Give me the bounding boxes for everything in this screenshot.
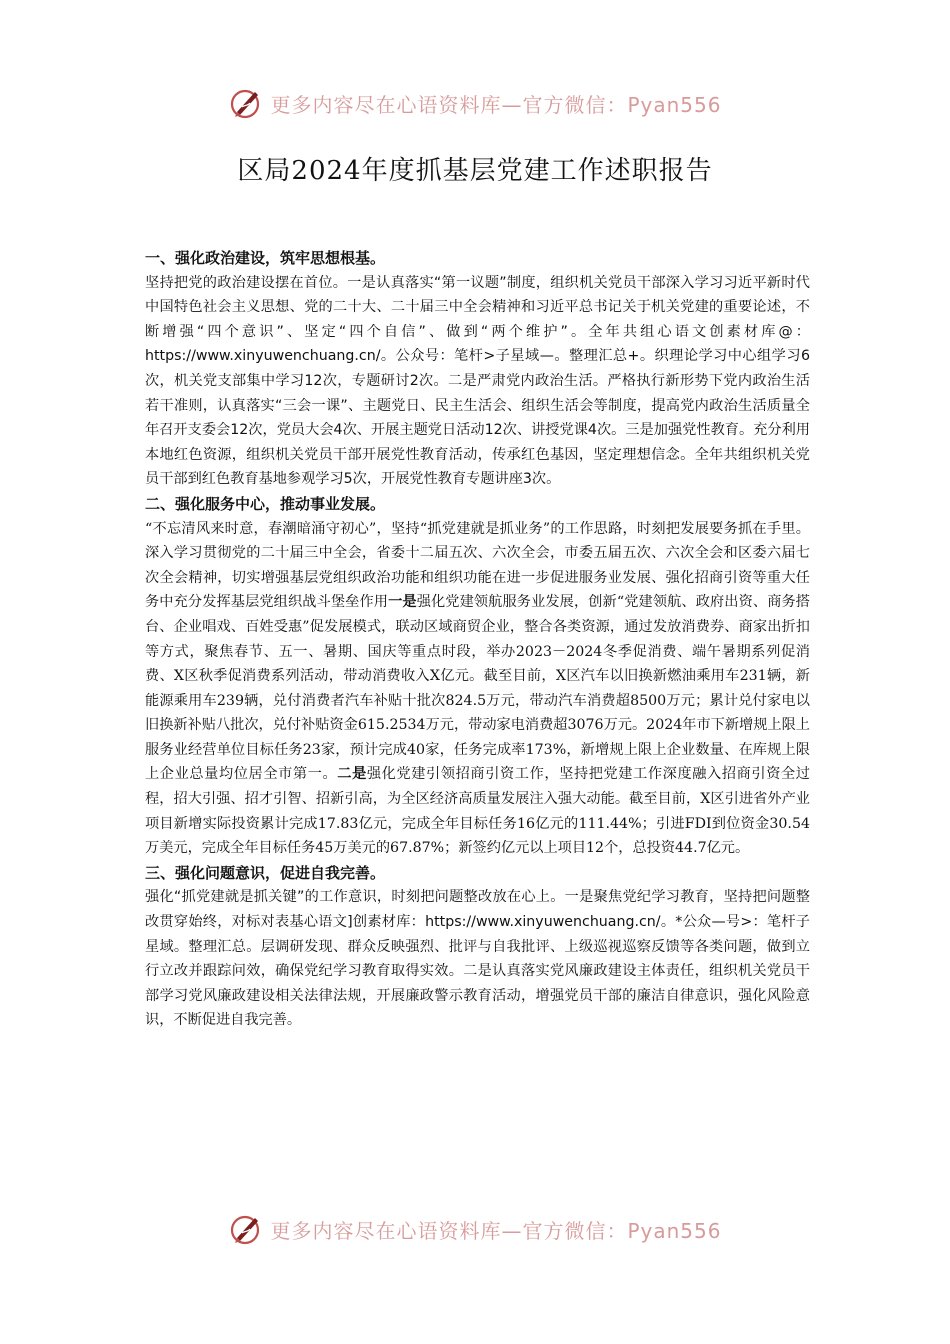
watermark-text: 更多内容尽在心语资料库—官方微信：Pyan556 — [270, 92, 722, 117]
section-body-1: 坚持把党的政治建设摆在首位。一是认真落实“第一议题”制度，组织机关党员干部深入学习习近平新时代中国特色社会主义思想、党的二十大、二十届三中全会精神和习近平总书记关于机关党建的重要论述，不断增强“四个意识”、坚定“四个自信”、做到“两个维护”。全年共组心语文创素材库@：https://www.xinyuwenchuang.cn/。公众号：笔杆>子星域—。整理汇总+。织理论学习中心组学习6次，机关党支部集中学习12次，专题研讨2次。二是严肃党内政治生活。严格执行新形势下党内政治生活若干准则，认真落实“三会一课”、主题党日、民主生活会、组织生活会等制度，提高党内政治生活质量全年召开支委会12次，党员大会4次、开展主题党日活动12次、讲授党课4次。三是加强党性教育。充分利用本地红色资源，组织机关党员干部开展党性教育活动，传承红色基因，坚定理想信念。全年共组织机关党员干部到红色教育基地参观学习5次，开展党性教育专题讲座3次。 — [145, 274, 810, 488]
section-body-2 — [145, 517, 810, 861]
document-title: 区局2024年度抓基层党建工作述职报告 — [237, 156, 713, 186]
item-marker-2: 二是 — [337, 766, 367, 783]
section-heading-3: 三、强化问题意识，促进自我完善。 — [145, 863, 386, 882]
watermark-banner-bottom — [0, 1209, 950, 1249]
section-heading-2: 二、强化服务中心，推动事业发展。 — [145, 494, 386, 513]
section-body-2-part-1: 强化党建领航服务业发展，创新“党建领航、政府出资、商务搭台、企业唱戏、百姓受惠”促发展模式，联动区域商贸企业，整合各类资源，通过发放消费券、商家出折扣等方式，聚焦春节、五一、暑期、国庆等重点时段，举办2023－2024冬季促消费、端午暑期系列促消费、X区秋季促消费系列活动，带动消费收入X亿元。截至目前，X区汽车以旧换新燃油乘用车231辆，新能源乘用车239辆，兑付消费者汽车补贴十批次824.5万元，带动汽车消费超8500万元；累计兑付家电以旧换新补贴八批次，兑付补贴资金615.2534万元，带动家电消费超3076万元。2024年市下新增规上限上服务业经营单位目标任务23家，预计完成40家，任务完成率173%，新增规上限上企业数量、在库规上限上企业总量均位居全市第一。 — [145, 594, 810, 783]
document-body — [145, 246, 810, 1033]
section-heading-1: 一、强化政治建设，筑牢思想根基。 — [145, 249, 386, 267]
section-body-3: 强化“抓党建就是抓关键”的工作意识，时刻把问题整改放在心上。一是聚焦党纪学习教育，坚持把问题整改贯穿始终，对标对表基心语文]创素材库：https://www.xinyuwenchuang.cn/。*公众—号>：笔杆子星域。整理汇总。层调研发现、群众反映强烈、批评与自我批评、上级巡视巡察反馈等各类问题，做到立行立改并跟踪问效，确保党纪学习教育取得实效。二是认真落实党风廉政建设主体责任，组织机关党员干部学习党风廉政建设相关法律法规，开展廉政警示教育活动，增强党员干部的廉洁自律意识，强化风险意识，不断促进自我完善。 — [145, 889, 810, 1029]
watermark-banner-top — [0, 83, 950, 123]
section-body-2-part-2: 强化党建引领招商引资工作，坚持把党建工作深度融入招商引资全过程，招大引强、招才引智、招新引高，为全区经济高质量发展注入强大动能。截至目前，X区引进省外产业项目新增实际投资累计完成17.83亿元，完成全年目标任务16亿元的111.44%；引进FDI到位资金30.54万美元，完成全年目标任务45万美元的67.87%；新签约亿元以上项目12个，总投资44.7亿元。 — [145, 766, 810, 857]
item-marker-1: 一是 — [388, 594, 417, 611]
pen-logo-icon — [228, 85, 264, 121]
section-body-2-intro: “不忘清风来时意，春潮暗涌守初心”，坚持“抓党建就是抓业务”的工作思路，时刻把发展要务抓在手里。深入学习贯彻党的二十届三中全会，省委十二届五次、六次全会，市委五届五次、六次全会和区委六届七次全会精神，切实增强基层党组织政治功能和组织功能在进一步促进服务业发展、强化招商引资等重大任务中充分发挥基层党组织战斗堡垒作用 — [145, 520, 810, 611]
pen-logo-icon — [228, 1211, 264, 1247]
watermark-text: 更多内容尽在心语资料库—官方微信：Pyan556 — [270, 1218, 722, 1243]
